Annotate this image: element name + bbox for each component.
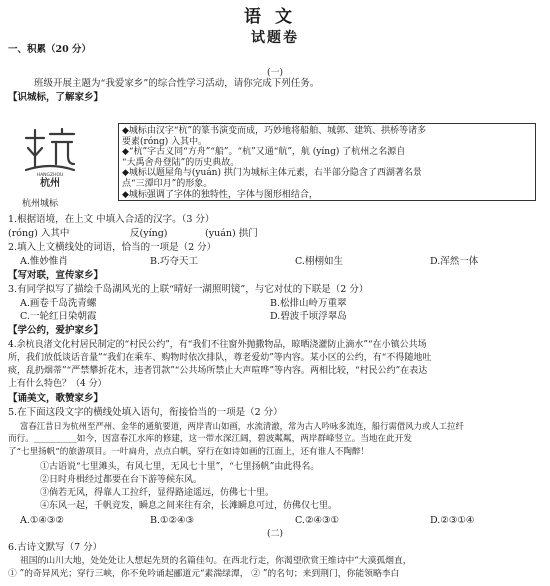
logo-name-text: 杭州 <box>40 178 60 188</box>
question-5-passage: 而行。__________如今，因富春江水库的修建，这一带水深江阔，碧波粼粼，两岸群峰竖立。当地在此开发 <box>8 434 412 444</box>
task-label: 【写对联，宣传家乡】 <box>8 270 104 281</box>
q1-fill-3: (yuán) 拱门 <box>205 228 258 239</box>
q3-option-c: C.一轮红日染朝霞 <box>20 311 97 322</box>
q1-fill-2: 反(yíng) <box>130 228 168 239</box>
q2-option-c: C.栩栩如生 <box>295 256 343 267</box>
q5-option-c: C.②④③① <box>295 515 340 526</box>
task-label: 【识城标，了解家乡】 <box>8 92 104 103</box>
question-4-line: 4.余杭良渚文化村居民制定的“村民公约”，有“我们不往窗外抛撒物品，晾晒浇灌防止滴水”“在小镇公共场 <box>8 340 427 350</box>
question-5-passage: 了“七里扬帆”的旅游项目。一叶扁舟，点点白帆，穿行在如诗如画的江面上，还有谁人不陶醉！ <box>8 447 370 457</box>
q3-option-d: D.碧波千顷浮翠岛 <box>270 311 347 322</box>
hangzhou-city-logo <box>20 126 80 188</box>
question-6-line: 祖国的山川大地，处处处让人想起先贤的名篇佳句。在西北行走，你渴望欣赏王维诗中“大漠孤烟直， <box>20 556 412 566</box>
page-title: 语文 <box>244 7 306 27</box>
question-1: 1.根据语境，在上文 中填入合适的汉字。（3 分） <box>8 214 215 225</box>
question-5: 5.在下面这段文字的横线处填入语句，衔接恰当的一项是（2 分） <box>8 407 283 418</box>
q5-item: ③倘若无风，得靠人工拉纤，显得路途遥远，仿佛七十里。 <box>40 488 275 498</box>
question-4-line: 痰，乱扔烟蒂”“严禁攀折花木，违者罚款”“公共场所禁止大声喧哗”等内容。两相比较，“村民公约”在表达 <box>8 366 428 376</box>
info-line: 点“三潭印月”的形象。 <box>122 178 213 189</box>
intro-text: 班级开展主题为“我爱家乡”的综合性学习活动，请你完成下列任务。 <box>34 78 320 89</box>
q5-item: ①古语说“七里滩头，有风七里，无风七十里”，“七里扬帆”由此得名。 <box>40 462 320 472</box>
question-2: 2.填入上文横线处的词语，恰当的一项是（2 分） <box>8 242 217 253</box>
q2-option-b: B.巧夺天工 <box>150 256 199 267</box>
logo-caption: 杭州城标 <box>22 199 59 209</box>
task-label: 【诵美文，歌赞家乡】 <box>8 393 104 404</box>
q5-option-d: D.②③①④ <box>430 515 475 526</box>
question-6-line: ① ”的奇异风光；穿行三峡，你不免吟诵起郦道元“素湍绿潭， ② ”的名句；来到荆门，你能领略李白 <box>8 569 400 579</box>
q3-option-b: B.松排山岭万重翠 <box>270 298 347 309</box>
part-marker: (一) <box>266 68 284 78</box>
info-line: ◆城标由汉字“杭”的篆书演变而成，巧妙地将船舶、城郭、建筑、拱桥等诸多 <box>122 126 427 136</box>
q5-item: ④东风一起，千帆竞发，瞬息之间来往有余，长滩瞬息可过，仿佛仅七里。 <box>40 501 338 511</box>
q3-option-a: A.画卷千岛洗青螺 <box>20 298 97 309</box>
info-line: ◆“杭”字古义同“方舟”“船”。“杭”又通“航”，航 (yíng) 了杭州之名源自 <box>122 147 406 158</box>
info-box-text <box>122 126 426 200</box>
question-6: 6.古诗文默写（7 分） <box>8 542 103 553</box>
info-line: 要素(róng) 入其中。 <box>122 136 208 147</box>
question-4-line: 所，我们放低谈话音量”“我们在乘车、购物时依次排队，尊老爱幼”等内容。某小区的公约，有“不得随地吐 <box>8 353 432 363</box>
q2-option-a: A.惟妙惟肖 <box>20 256 68 267</box>
question-3: 3.有同学拟写了描绘千岛湖风光的上联“晴好一湖照明镜”，与它对仗的下联是（2 分） <box>8 284 369 295</box>
question-4-line: 上有什么特色？（4 分） <box>8 379 107 389</box>
info-line: ◆城标强调了字体的独特性，字体与图形相结合， <box>122 189 318 200</box>
section-heading: 一、积累（20 分） <box>8 44 92 55</box>
q5-option-b: B.①②④③ <box>150 515 195 526</box>
logo-brand-text: HANGZHOU <box>36 173 64 178</box>
q1-fill-1: (róng) 入其中 <box>8 228 70 239</box>
part-marker: (二) <box>266 529 284 539</box>
q2-option-d: D.浑然一体 <box>430 256 479 267</box>
task-label: 【学公约，爱护家乡】 <box>8 325 104 336</box>
info-line: “大禹舍舟登陆”的历史典故。 <box>122 157 240 168</box>
page-subtitle: 试题卷 <box>251 30 299 46</box>
info-line: ◆城标以题屋角与(yuán) 拱门为城标主体元素，右半部分隐含了西湖著名景 <box>122 168 422 179</box>
question-5-passage: 富春江昔日为杭州至严州、金华的通航要道，两岸青山如画，水流清澈，常为古人吟咏多流连，船行需借风力或人工拉纤 <box>20 421 464 431</box>
q5-option-a: A.①④③② <box>20 515 64 526</box>
q5-item: ②日时舟楫经过都要在台下游等候东风。 <box>40 475 203 485</box>
